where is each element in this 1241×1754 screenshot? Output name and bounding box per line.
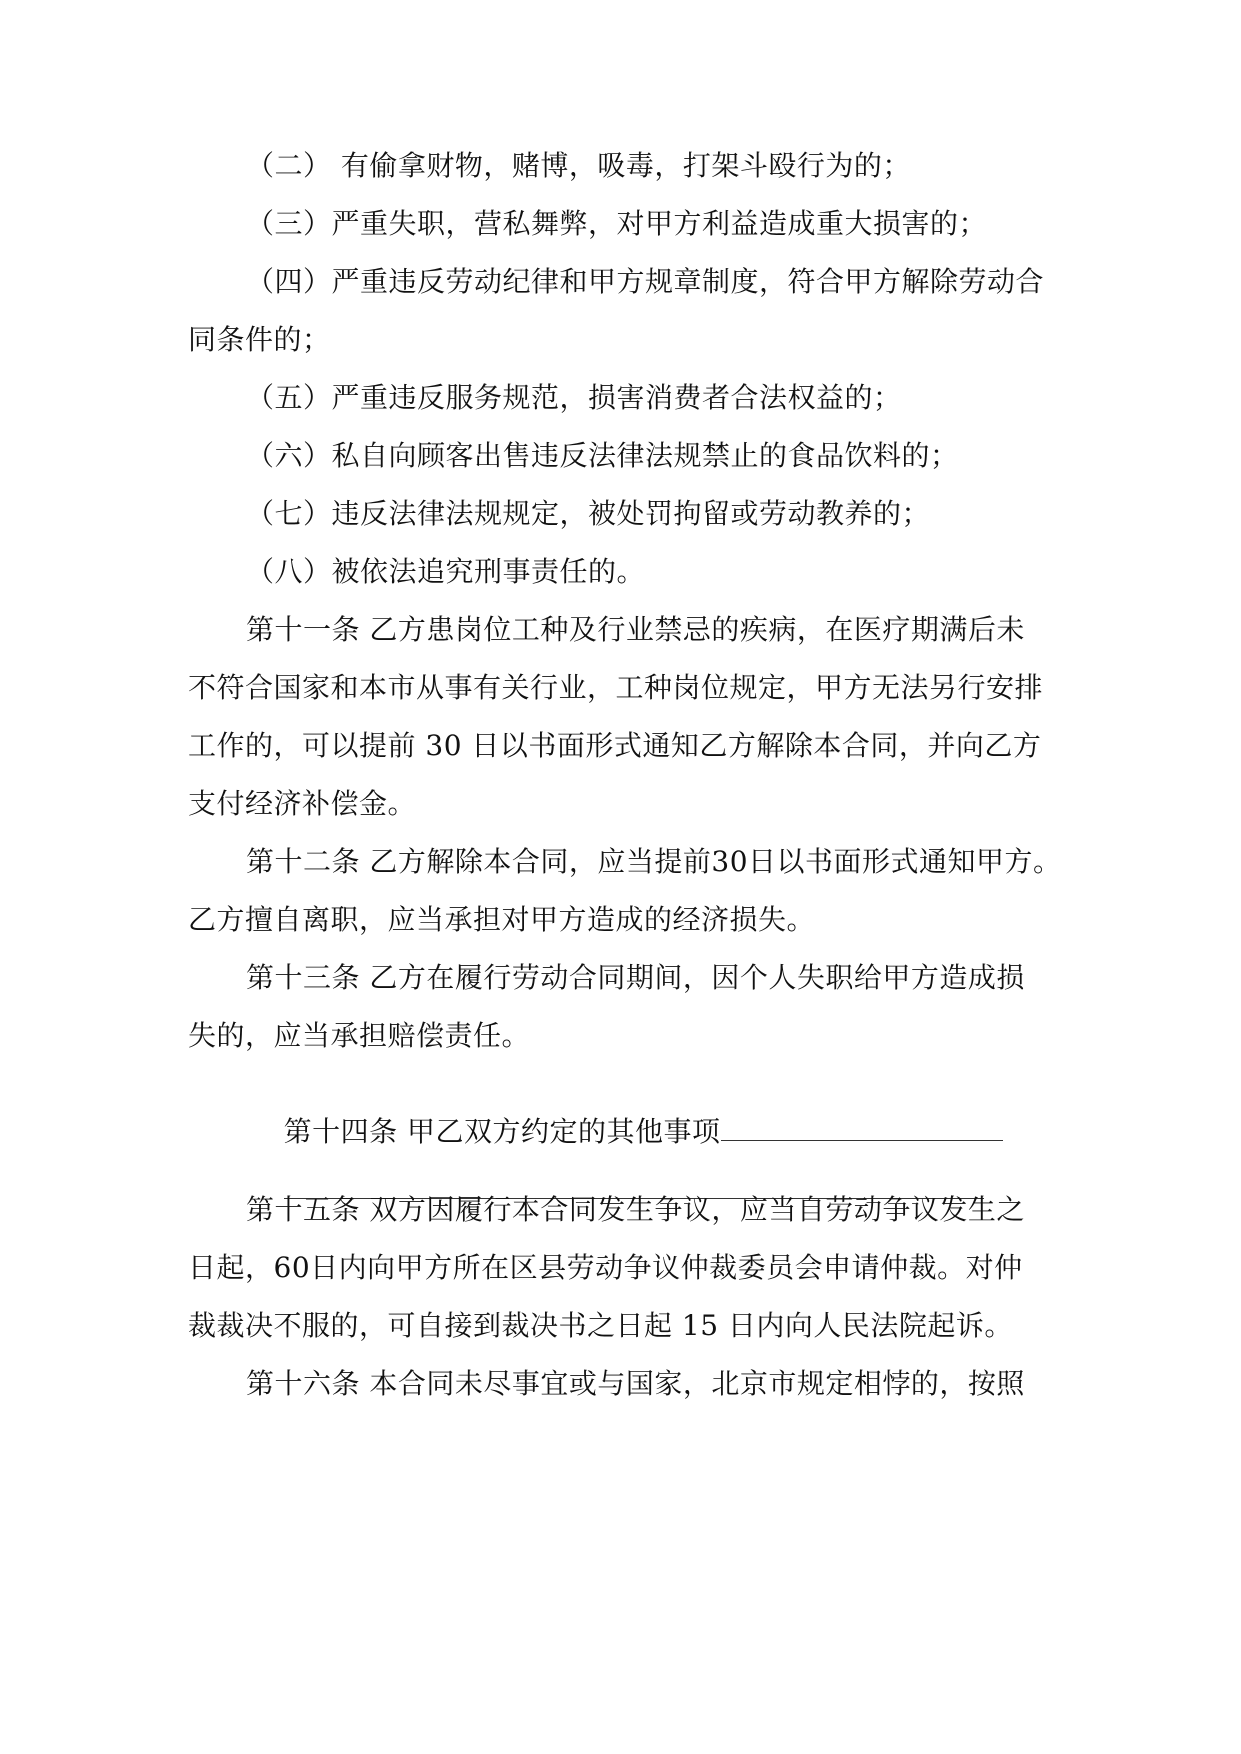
article-14-label: 第十四条 甲乙双方约定的其他事项 — [283, 1115, 721, 1148]
clause-item-4: （四）严重违反劳动纪律和甲方规章制度，符合甲方解除劳动合 — [246, 265, 1045, 298]
article-15-line-1: 第十五条 双方因履行本合同发生争议，应当自劳动争议发生之 — [246, 1193, 1025, 1226]
article-11-line-2: 不符合国家和本市从事有关行业，工种岗位规定，甲方无法另行安排 — [188, 671, 1044, 704]
clause-item-3: （三）严重失职，营私舞弊，对甲方利益造成重大损害的； — [246, 207, 988, 240]
article-12-line-2: 乙方擅自离职，应当承担对甲方造成的经济损失。 — [188, 903, 816, 936]
clause-item-8: （八）被依法追究刑事责任的。 — [246, 555, 646, 588]
article-16-line-1: 第十六条 本合同未尽事宜或与国家，北京市规定相悖的，按照 — [246, 1367, 1025, 1400]
article-11-line-3: 工作的，可以提前 30 日以书面形式通知乙方解除本合同，并向乙方 — [188, 729, 1042, 762]
article-12-line-1: 第十二条 乙方解除本合同，应当提前30日以书面形式通知甲方。 — [246, 845, 1062, 878]
article-11-line-1: 第十一条 乙方患岗位工种及行业禁忌的疾病，在医疗期满后未 — [246, 613, 1025, 646]
article-15-line-3: 裁裁决不服的，可自接到裁决书之日起 15 日内向人民法院起诉。 — [188, 1309, 1013, 1342]
clause-item-2: （二） 有偷拿财物，赌博，吸毒，打架斗殴行为的； — [246, 149, 911, 182]
clause-item-6: （六）私自向顾客出售违反法律法规禁止的食品饮料的； — [246, 439, 959, 472]
article-13-line-2: 失的，应当承担赔偿责任。 — [188, 1019, 531, 1052]
article-14-line — [246, 1076, 1003, 1148]
article-13-line-1: 第十三条 乙方在履行劳动合同期间，因个人失职给甲方造成损 — [246, 961, 1025, 994]
clause-item-4-cont: 同条件的； — [188, 323, 331, 356]
article-15-line-2: 日起，60日内向甲方所在区县劳动争议仲裁委员会申请仲裁。对仲 — [188, 1251, 1023, 1284]
clause-item-5: （五）严重违反服务规范，损害消费者合法权益的； — [246, 381, 902, 414]
article-11-line-4: 支付经济补偿金。 — [188, 787, 417, 820]
clause-item-7: （七）违反法律法规规定，被处罚拘留或劳动教养的； — [246, 497, 931, 530]
article-14-blank-line — [246, 1134, 984, 1170]
